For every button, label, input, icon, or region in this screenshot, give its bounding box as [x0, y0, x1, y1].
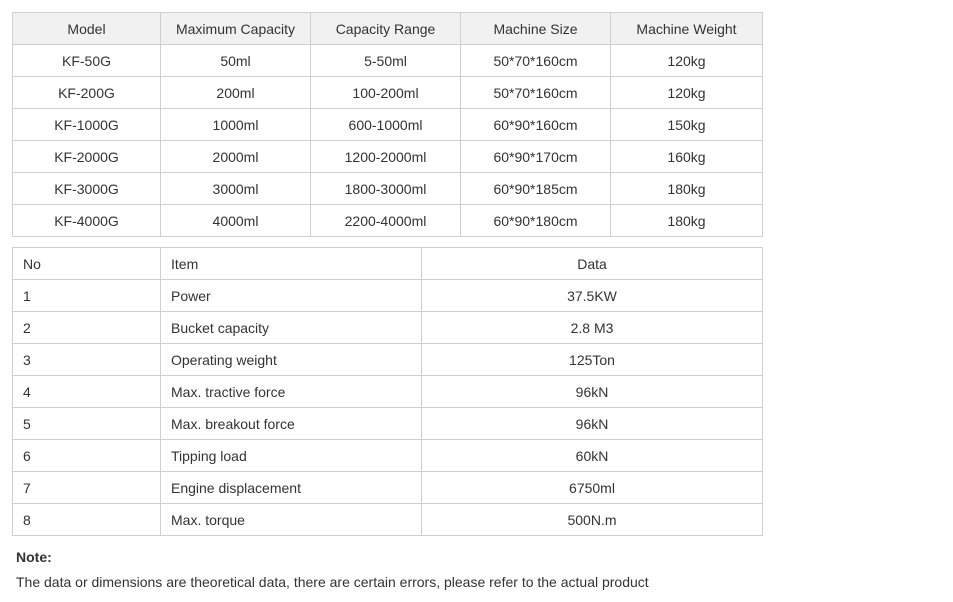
table-row: [13, 408, 763, 440]
cell-no: 7: [13, 472, 161, 504]
cell-capacity-range: 1800-3000ml: [311, 173, 461, 205]
cell-machine-size: 60*90*185cm: [461, 173, 611, 205]
cell-maximum-capacity: 1000ml: [161, 109, 311, 141]
cell-model: KF-2000G: [13, 141, 161, 173]
cell-no: 4: [13, 376, 161, 408]
cell-item: Operating weight: [161, 344, 422, 376]
cell-capacity-range: 100-200ml: [311, 77, 461, 109]
cell-data: 96kN: [422, 376, 763, 408]
table-row: [13, 472, 763, 504]
header-maximum-capacity: Maximum Capacity: [161, 13, 311, 45]
cell-machine-weight: 160kg: [611, 141, 763, 173]
cell-data: 125Ton: [422, 344, 763, 376]
cell-no: 1: [13, 280, 161, 312]
cell-item: Power: [161, 280, 422, 312]
header-data: Data: [422, 248, 763, 280]
cell-capacity-range: 5-50ml: [311, 45, 461, 77]
cell-machine-weight: 180kg: [611, 173, 763, 205]
technical-data-table: [12, 247, 763, 536]
header-machine-weight: Machine Weight: [611, 13, 763, 45]
cell-data: 60kN: [422, 440, 763, 472]
cell-model: KF-200G: [13, 77, 161, 109]
cell-data: 96kN: [422, 408, 763, 440]
model-spec-table: [12, 12, 763, 237]
cell-maximum-capacity: 50ml: [161, 45, 311, 77]
cell-machine-size: 50*70*160cm: [461, 45, 611, 77]
cell-model: KF-4000G: [13, 205, 161, 237]
header-machine-size: Machine Size: [461, 13, 611, 45]
note-text: The data or dimensions are theoretical data, there are certain errors, please refer to the actual product: [16, 574, 649, 590]
table-row: [13, 376, 763, 408]
cell-data: 37.5KW: [422, 280, 763, 312]
cell-item: Bucket capacity: [161, 312, 422, 344]
cell-no: 3: [13, 344, 161, 376]
cell-machine-size: 60*90*180cm: [461, 205, 611, 237]
cell-no: 5: [13, 408, 161, 440]
cell-machine-weight: 180kg: [611, 205, 763, 237]
cell-maximum-capacity: 200ml: [161, 77, 311, 109]
cell-model: KF-1000G: [13, 109, 161, 141]
cell-maximum-capacity: 4000ml: [161, 205, 311, 237]
cell-item: Max. breakout force: [161, 408, 422, 440]
table-header-row: [13, 13, 763, 45]
table-header-row: [13, 248, 763, 280]
cell-model: KF-50G: [13, 45, 161, 77]
cell-item: Engine displacement: [161, 472, 422, 504]
cell-data: 500N.m: [422, 504, 763, 536]
table-row: [13, 45, 763, 77]
header-model: Model: [13, 13, 161, 45]
cell-machine-weight: 120kg: [611, 45, 763, 77]
cell-no: 2: [13, 312, 161, 344]
table-row: [13, 109, 763, 141]
table-row: [13, 205, 763, 237]
cell-maximum-capacity: 3000ml: [161, 173, 311, 205]
cell-capacity-range: 1200-2000ml: [311, 141, 461, 173]
cell-capacity-range: 2200-4000ml: [311, 205, 461, 237]
table-row: [13, 440, 763, 472]
table-row: [13, 141, 763, 173]
cell-machine-weight: 120kg: [611, 77, 763, 109]
cell-no: 6: [13, 440, 161, 472]
cell-item: Max. torque: [161, 504, 422, 536]
table-row: [13, 504, 763, 536]
cell-data: 6750ml: [422, 472, 763, 504]
cell-machine-size: 50*70*160cm: [461, 77, 611, 109]
header-item: Item: [161, 248, 422, 280]
cell-machine-size: 60*90*170cm: [461, 141, 611, 173]
table-row: [13, 344, 763, 376]
table-row: [13, 312, 763, 344]
table-row: [13, 77, 763, 109]
cell-no: 8: [13, 504, 161, 536]
header-capacity-range: Capacity Range: [311, 13, 461, 45]
cell-data: 2.8 M3: [422, 312, 763, 344]
header-no: No: [13, 248, 161, 280]
note-title: Note:: [16, 549, 52, 565]
cell-machine-weight: 150kg: [611, 109, 763, 141]
cell-item: Tipping load: [161, 440, 422, 472]
cell-machine-size: 60*90*160cm: [461, 109, 611, 141]
table-row: [13, 280, 763, 312]
cell-capacity-range: 600-1000ml: [311, 109, 461, 141]
cell-item: Max. tractive force: [161, 376, 422, 408]
table-row: [13, 173, 763, 205]
cell-model: KF-3000G: [13, 173, 161, 205]
cell-maximum-capacity: 2000ml: [161, 141, 311, 173]
